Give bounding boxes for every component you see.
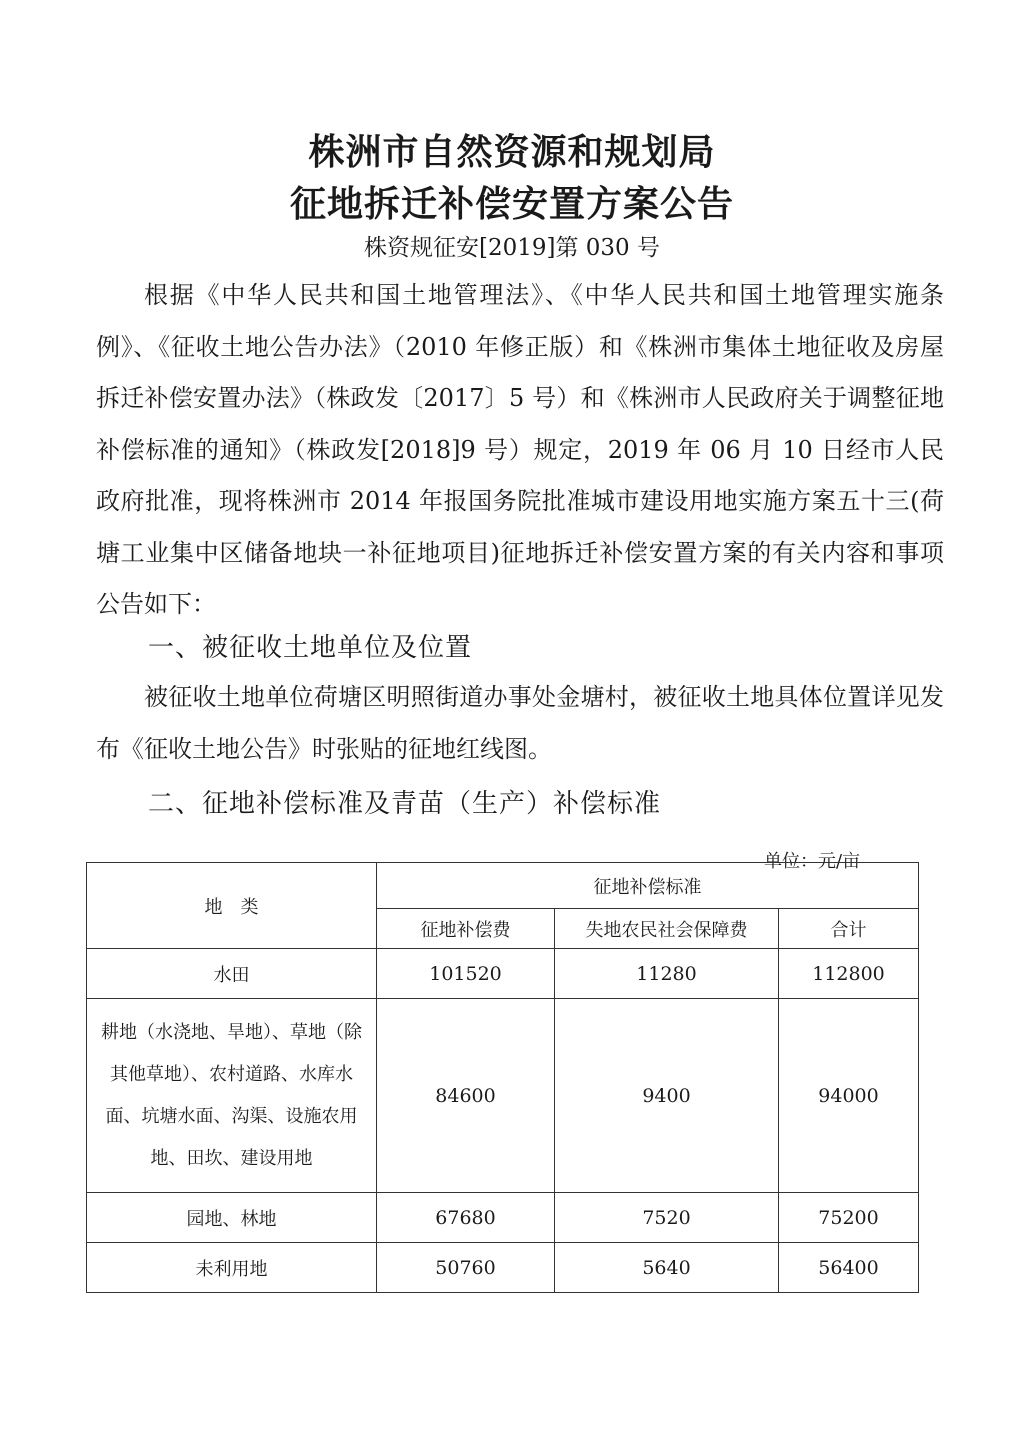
table-row	[87, 1243, 919, 1293]
section-1-heading: 一、被征收土地单位及位置	[148, 633, 473, 663]
section-2-heading: 二、征地补偿标准及青苗（生产）补偿标准	[148, 789, 662, 819]
row-land-type: 水田	[87, 949, 377, 999]
row-fee: 50760	[377, 1243, 555, 1293]
row-total: 75200	[779, 1193, 919, 1243]
row-total: 56400	[779, 1243, 919, 1293]
header-land-type: 地 类	[87, 863, 377, 949]
row-fee: 67680	[377, 1193, 555, 1243]
title-agency: 株洲市自然资源和规划局	[308, 131, 716, 173]
row-security: 9400	[555, 999, 779, 1193]
row-total: 112800	[779, 949, 919, 999]
row-land-type: 未利用地	[87, 1243, 377, 1293]
title-notice: 征地拆迁补偿安置方案公告	[289, 183, 734, 225]
row-fee: 84600	[377, 999, 555, 1193]
table-row	[87, 1193, 919, 1243]
row-security: 7520	[555, 1193, 779, 1243]
row-land-type: 耕地（水浇地、旱地）、草地（除其他草地）、农村道路、水库水面、坑塘水面、沟渠、设施农用地、田坎、建设用地	[87, 999, 377, 1193]
row-fee: 101520	[377, 949, 555, 999]
document-number: 株资规征安[2019]第 030 号	[363, 235, 660, 261]
table-row	[87, 949, 919, 999]
row-total: 94000	[779, 999, 919, 1193]
row-security: 5640	[555, 1243, 779, 1293]
row-security: 11280	[555, 949, 779, 999]
section-1-text: 被征收土地单位荷塘区明照街道办事处金塘村，被征收土地具体位置详见发布《征收土地公告》时张贴的征地红线图。	[96, 683, 944, 763]
table-row	[87, 999, 919, 1193]
row-land-type: 园地、林地	[87, 1193, 377, 1243]
intro-paragraph: 根据《中华人民共和国土地管理法》、《中华人民共和国土地管理实施条例》、《征收土地公告办法》（2010 年修正版）和《株洲市集体土地征收及房屋拆迁补偿安置办法》（株政发〔2017〕5 号）和《株洲市人民政府关于调整征地补偿标准的通知》（株政发[2018]9 号）规定，2019 年 06 月 10 日经市人民政府批准，现将株洲市 2014 年报国务院批准城市建设用地实施方案五十三(荷塘工业集中区储备地块一补征地项目)征地拆迁补偿安置方案的有关内容和事项公告如下：	[96, 281, 944, 618]
header-total: 合计	[779, 909, 919, 949]
header-land-compensation-fee: 征地补偿费	[377, 909, 555, 949]
compensation-table	[86, 862, 919, 1293]
table-unit: 单位：元/亩	[764, 851, 861, 872]
header-compensation-standard: 征地补偿标准	[377, 863, 919, 909]
header-social-security-fee: 失地农民社会保障费	[555, 909, 779, 949]
